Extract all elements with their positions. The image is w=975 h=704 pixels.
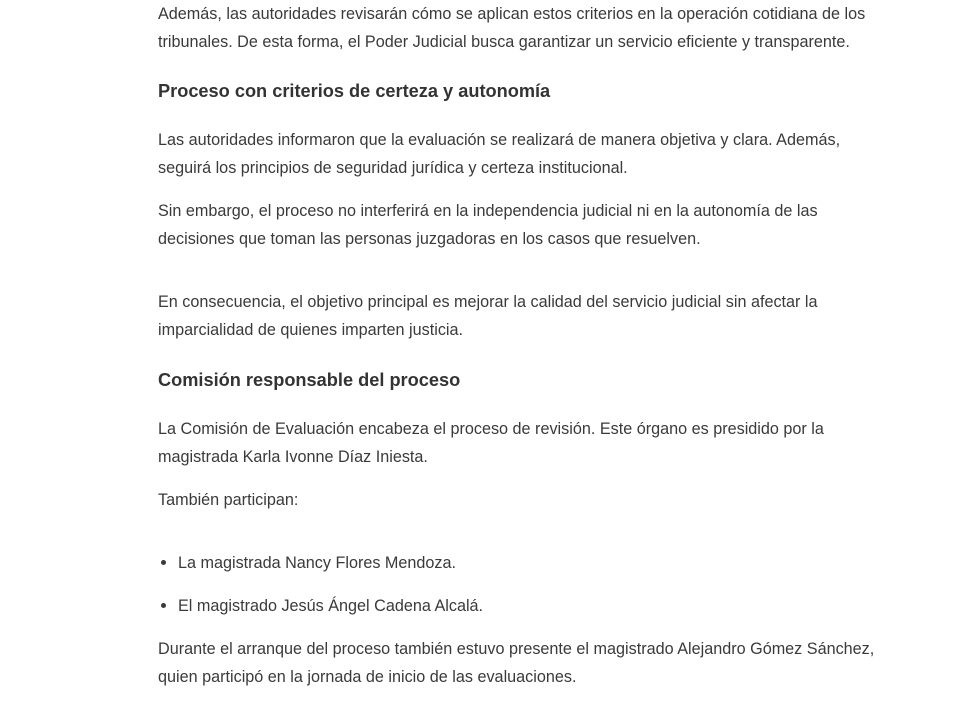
paragraph: También participan: [158, 491, 299, 509]
list-item [178, 592, 888, 620]
paragraph: Las autoridades informaron que la evaluación se realizará de manera objetiva y clara. Además, seguirá los principios de seguridad jurídica y certeza institucional. [158, 131, 841, 177]
bullet-icon [161, 560, 166, 565]
list-item [178, 549, 888, 577]
list-item-text: El magistrado Jesús Ángel Cadena Alcalá. [178, 597, 484, 615]
paragraph: Sin embargo, el proceso no interferirá en la independencia judicial ni en la autonomía de las decisiones que toman las personas juzgadoras en los casos que resuelven. [158, 202, 818, 248]
paragraph: La Comisión de Evaluación encabeza el proceso de revisión. Este órgano es presidido por la magistrada Karla Ivonne Díaz Iniesta. [158, 420, 824, 466]
bullet-icon [161, 603, 166, 608]
paragraph: Además, las autoridades revisarán cómo se aplican estos criterios en la operación cotidiana de los tribunales. De esta forma, el Poder Judicial busca garantizar un servicio eficiente y transparente. [158, 5, 866, 51]
section-heading: Proceso con criterios de certeza y autonomía [158, 81, 551, 101]
section-heading: Comisión responsable del proceso [158, 370, 461, 390]
paragraph: Durante el arranque del proceso también estuvo presente el magistrado Alejandro Gómez Sánchez, quien participó en la jornada de inicio de las evaluaciones. [158, 640, 875, 686]
paragraph: En consecuencia, el objetivo principal es mejorar la calidad del servicio judicial sin afectar la imparcialidad de quienes imparten justicia. [158, 293, 818, 339]
list-item-text: La magistrada Nancy Flores Mendoza. [178, 554, 457, 572]
participants-list [158, 549, 888, 620]
article-body [158, 0, 888, 691]
